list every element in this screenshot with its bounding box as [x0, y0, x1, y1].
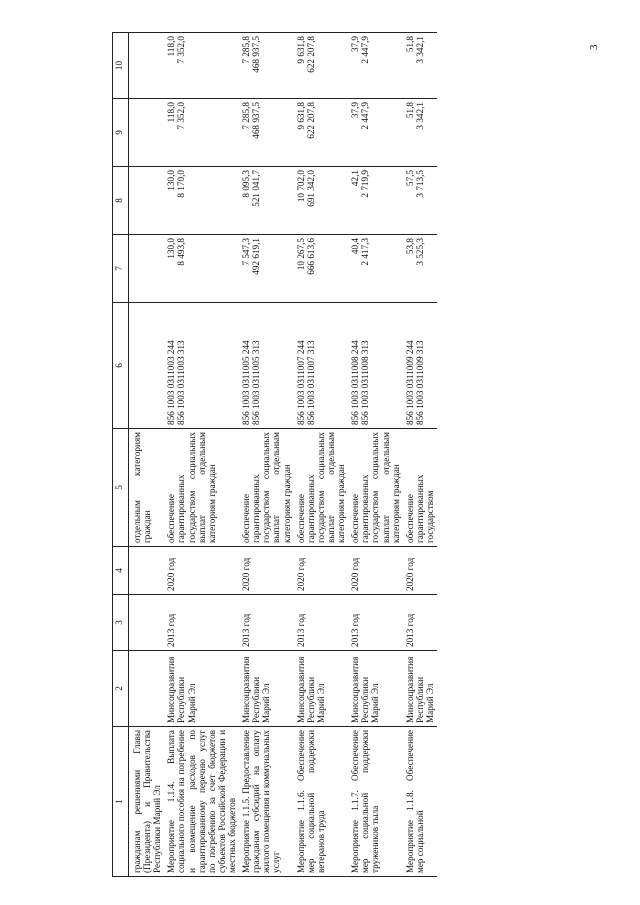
table-row [164, 33, 239, 877]
column-number: 1 [113, 727, 129, 877]
value-col9-cell-text: 51,8 [404, 102, 415, 119]
value-col9-cell-text: 3 342,1 [414, 102, 425, 130]
budget-code-cell-text: 856 1003 0311007 244 [295, 340, 306, 425]
start-year-cell-text: 2013 год [404, 613, 415, 647]
value-col8-cell-text: 2 719,9 [360, 170, 371, 198]
column-number: 3 [113, 595, 129, 651]
executor-cell-text: Минсоцразвития Республики Марий Эл [404, 656, 435, 723]
executor-cell-text: Минсоцразвития Республики Марий Эл [166, 656, 197, 723]
value-col10-cell [348, 33, 403, 99]
value-col8-cell [164, 167, 239, 235]
direction-cell-text: обеспечение гарантированных государством социальных выплат отдельным категориям граждан [166, 432, 217, 543]
value-col9-cell-text: 9 631,8 [295, 102, 306, 130]
value-col10-cell-text: 51,8 [404, 36, 415, 53]
budget-code-cell [129, 303, 165, 429]
measure-cell [164, 727, 239, 877]
value-col7-cell [129, 235, 165, 303]
executor-cell [239, 651, 294, 727]
value-col10-cell [294, 33, 349, 99]
budget-code-cell-text: 856 1003 0311009 244 [404, 340, 415, 425]
value-col8-cell [239, 167, 294, 235]
table-row [239, 33, 294, 877]
value-col9-cell [239, 99, 294, 167]
value-col8-cell-text: 42,1 [350, 170, 361, 187]
value-col8-cell-text: 10 702,0 [295, 170, 306, 203]
direction-cell [129, 429, 165, 547]
value-col9-cell-text: 7 285,8 [241, 102, 252, 130]
column-number: 7 [113, 235, 129, 303]
budget-code-cell-text: 856 1003 0311009 313 [414, 340, 425, 425]
column-number: 2 [113, 651, 129, 727]
value-col9-cell-text: 2 447,9 [360, 102, 371, 130]
table-row [348, 33, 403, 877]
column-number: 5 [113, 429, 129, 547]
page-number: 3 [588, 44, 600, 50]
value-col10-cell [239, 33, 294, 99]
column-number: 4 [113, 547, 129, 595]
direction-cell [164, 429, 239, 547]
value-col7-cell-text: 492 619,1 [251, 238, 262, 275]
value-col10-cell [403, 33, 437, 99]
end-year-cell-text: 2020 год [166, 557, 177, 591]
value-col8-cell [403, 167, 437, 235]
value-col10-cell-text: 9 631,8 [295, 36, 306, 64]
table-row [129, 33, 165, 877]
rotated-page [0, 25, 640, 905]
budget-code-cell-text: 856 1003 0311005 244 [241, 340, 252, 425]
measure-cell-text: Мероприятие 1.1.5. Предоставление гражданам субсидий на оплату жилого помещения и коммунальных услуг [241, 730, 282, 873]
value-col10-cell [164, 33, 239, 99]
column-number: 9 [113, 99, 129, 167]
direction-cell [403, 429, 437, 547]
measure-cell-text: Мероприятие 1.1.6. Обеспечение мер социальной поддержки ветеранов труда [295, 730, 326, 873]
value-col9-cell-text: 622 207,8 [305, 102, 316, 139]
value-col8-cell-text: 691 342,0 [305, 170, 316, 207]
value-col10-cell-text: 37,9 [350, 36, 361, 53]
end-year-cell-text: 2020 год [295, 557, 306, 591]
value-col9-cell [164, 99, 239, 167]
measure-cell-text: гражданам решениями Главы (Президента) и Правительства Республики Марий Эл [132, 730, 163, 873]
value-col9-cell-text: 468 937,5 [251, 102, 262, 139]
executor-cell [294, 651, 349, 727]
column-number: 6 [113, 303, 129, 429]
value-col9-cell [294, 99, 349, 167]
value-col10-cell-text: 7 285,8 [241, 36, 252, 64]
measure-cell-text: Мероприятие 1.1.4. Выплата социального пособия на погребение и возмещение расходов по гарантированному перечню услуг по погребению за счет бюджетов субъектов Российской Федерации и местных бюджетов [166, 730, 237, 873]
column-number: 8 [113, 167, 129, 235]
value-col10-cell-text: 3 342,1 [414, 36, 425, 64]
budget-code-cell [403, 303, 437, 429]
value-col7-cell-text: 8 493,8 [176, 238, 187, 266]
value-col7-cell-text: 7 547,3 [241, 238, 252, 266]
value-col8-cell [348, 167, 403, 235]
start-year-cell [294, 595, 349, 651]
value-col9-cell [348, 99, 403, 167]
value-col8-cell-text: 3 713,5 [414, 170, 425, 198]
table-row [403, 33, 437, 877]
measure-cell [348, 727, 403, 877]
value-col8-cell-text: 521 041,7 [251, 170, 262, 207]
table-body [129, 33, 438, 877]
budget-code-cell-text: 856 1003 0311008 244 [350, 340, 361, 425]
value-col7-cell-text: 2 417,3 [360, 238, 371, 266]
end-year-cell [294, 547, 349, 595]
value-col8-cell [129, 167, 165, 235]
value-col7-cell-text: 40,4 [350, 238, 361, 255]
direction-cell-text: обеспечение гарантированных государством социальных выплат отдельным категориям граждан [350, 432, 401, 543]
budget-code-cell [348, 303, 403, 429]
measure-cell-text: Мероприятие 1.1.8. Обеспечение мер социальной [404, 730, 425, 873]
direction-cell [348, 429, 403, 547]
value-col7-cell [164, 235, 239, 303]
budget-code-cell [239, 303, 294, 429]
direction-cell-text: обеспечение гарантированных государством социальных выплат отдельным категориям граждан [241, 432, 292, 543]
value-col8-cell-text: 57,5 [404, 170, 415, 187]
budget-code-cell-text: 856 1003 0311005 313 [251, 340, 262, 425]
value-col9-cell-text: 7 352,0 [176, 102, 187, 130]
value-col10-cell-text: 118,0 [166, 36, 177, 57]
end-year-cell-text: 2020 год [350, 557, 361, 591]
measure-cell [239, 727, 294, 877]
column-number-row [113, 33, 129, 877]
start-year-cell-text: 2013 год [166, 613, 177, 647]
measure-cell [294, 727, 349, 877]
measure-cell-text: Мероприятие 1.1.7. Обеспечение мер социальной поддержки тружеников тыла [350, 730, 381, 873]
start-year-cell [239, 595, 294, 651]
executor-cell [403, 651, 437, 727]
value-col7-cell-text: 3 525,3 [414, 238, 425, 266]
start-year-cell [129, 595, 165, 651]
direction-cell-text: обеспечение гарантированных государством [404, 474, 435, 543]
budget-code-cell-text: 856 1003 0311003 244 [166, 340, 177, 425]
value-col10-cell-text: 7 352,0 [176, 36, 187, 64]
measure-cell [403, 727, 437, 877]
executor-cell [164, 651, 239, 727]
column-number: 10 [113, 33, 129, 99]
start-year-cell-text: 2013 год [350, 613, 361, 647]
value-col10-cell-text: 468 937,5 [251, 36, 262, 73]
value-col7-cell [294, 235, 349, 303]
executor-cell [129, 651, 165, 727]
value-col8-cell-text: 8 095,3 [241, 170, 252, 198]
direction-cell-text: обеспечение гарантированных государством социальных выплат отдельным категориям граждан [295, 432, 347, 543]
direction-cell-text: отдельным категориям граждан [132, 432, 153, 543]
value-col9-cell [403, 99, 437, 167]
end-year-cell [403, 547, 437, 595]
executor-cell-text: Минсоцразвития Республики Марий Эл [350, 656, 381, 723]
end-year-cell-text: 2020 год [241, 557, 252, 591]
budget-code-cell [164, 303, 239, 429]
budget-code-cell-text: 856 1003 0311007 313 [305, 340, 316, 425]
value-col7-cell [403, 235, 437, 303]
start-year-cell-text: 2013 год [241, 613, 252, 647]
start-year-cell [403, 595, 437, 651]
value-col9-cell-text: 37,9 [350, 102, 361, 119]
value-col8-cell-text: 8 170,0 [176, 170, 187, 198]
executor-cell [348, 651, 403, 727]
value-col10-cell [129, 33, 165, 99]
value-col7-cell-text: 10 267,5 [295, 238, 306, 271]
value-col10-cell-text: 622 207,8 [305, 36, 316, 73]
start-year-cell [164, 595, 239, 651]
executor-cell-text: Минсоцразвития Республики Марий Эл [295, 656, 326, 723]
budget-code-cell-text: 856 1003 0311003 313 [176, 340, 187, 425]
measures-table [112, 32, 437, 877]
direction-cell [294, 429, 349, 547]
end-year-cell [164, 547, 239, 595]
value-col7-cell-text: 53,8 [404, 238, 415, 255]
value-col7-cell-text: 130,0 [166, 238, 177, 259]
direction-cell [239, 429, 294, 547]
value-col9-cell-text: 118,0 [166, 102, 177, 123]
value-col9-cell [129, 99, 165, 167]
value-col10-cell-text: 2 447,9 [360, 36, 371, 64]
start-year-cell-text: 2013 год [295, 613, 306, 647]
value-col8-cell [294, 167, 349, 235]
budget-code-cell-text: 856 1003 0311008 313 [360, 340, 371, 425]
measure-cell [129, 727, 165, 877]
executor-cell-text: Минсоцразвития Республики Марий Эл [241, 656, 272, 723]
value-col7-cell [348, 235, 403, 303]
value-col7-cell [239, 235, 294, 303]
end-year-cell-text: 2020 год [404, 557, 415, 591]
value-col7-cell-text: 666 613,6 [305, 238, 316, 275]
end-year-cell [129, 547, 165, 595]
end-year-cell [239, 547, 294, 595]
budget-code-cell [294, 303, 349, 429]
end-year-cell [348, 547, 403, 595]
value-col8-cell-text: 130,0 [166, 170, 177, 191]
start-year-cell [348, 595, 403, 651]
table-row [294, 33, 349, 877]
